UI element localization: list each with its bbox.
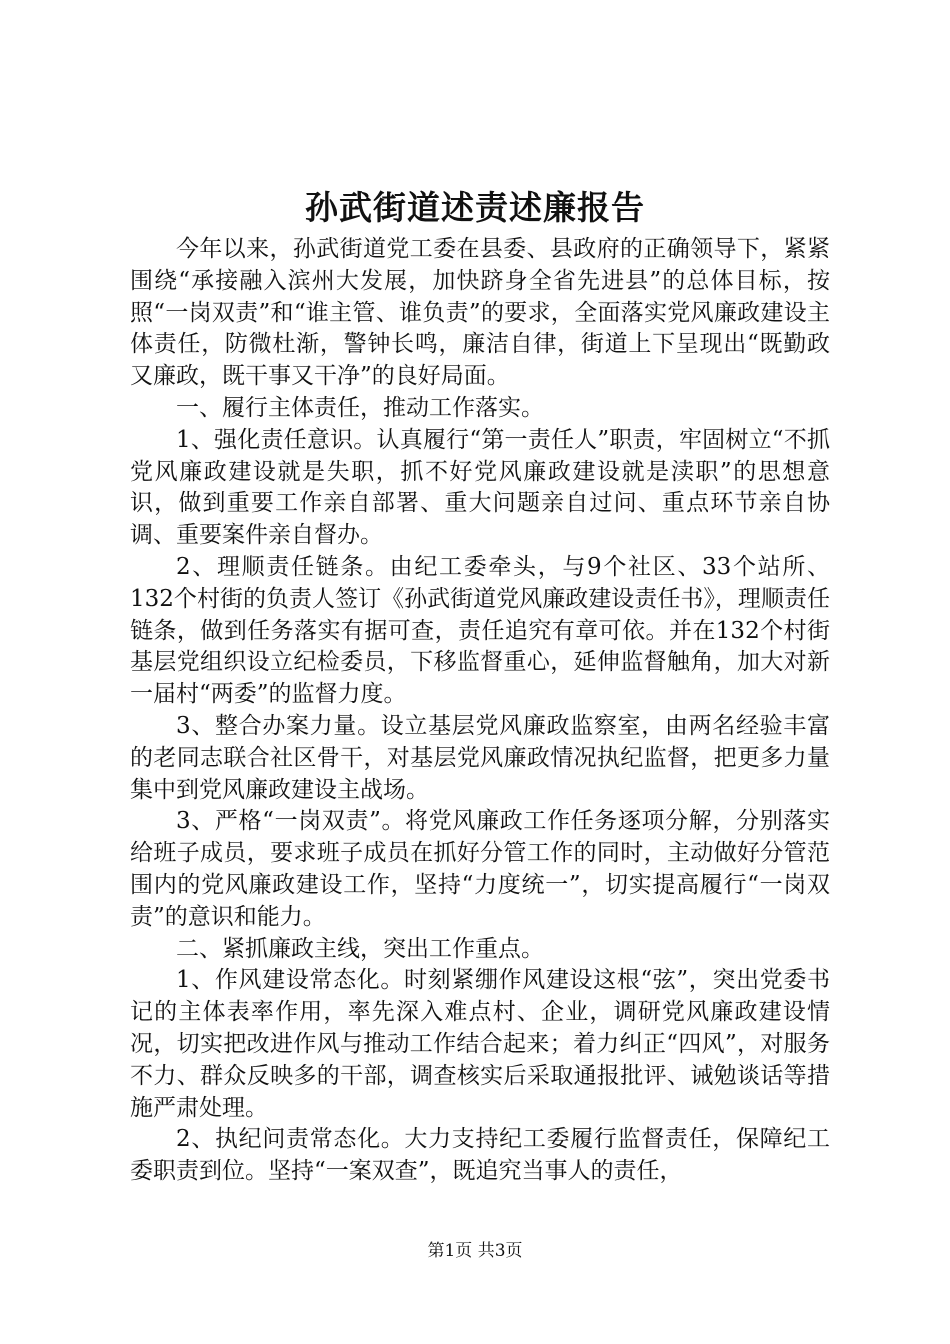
paragraph-1-2: 2、理顺责任链条。由纪工委牵头，与9个社区、33个站所、132个村街的负责人签订《孙武街道党风廉政建设责任书》，理顺责任链条，做到任务落实有据可查，责任追究有章可依。并在132个村街基层党组织设立纪检委员，下移监督重心，延伸监督触角，加大对新一届村“两委”的监督力度。: [130, 553, 830, 708]
paragraph-1-1: 1、强化责任意识。认真履行“第一责任人”职责，牢固树立“不抓党风廉政建设就是失职，抓不好党风廉政建设就是渎职”的思想意识，做到重要工作亲自部署、重大问题亲自过问、重点环节亲自协调、重要案件亲自督办。: [130, 426, 830, 549]
paragraph-intro: 今年以来，孙武街道党工委在县委、县政府的正确领导下，紧紧围绕“承接融入滨州大发展，加快跻身全省先进县”的总体目标，按照“一岗双责”和“谁主管、谁负责”的要求，全面落实党风廉政建设主体责任，防微杜渐，警钟长鸣，廉洁自律，街道上下呈现出“既勤政又廉政，既干事又干净”的良好局面。: [130, 236, 830, 390]
document-body: [130, 234, 830, 1188]
page-footer: 第1页 共3页: [427, 1241, 523, 1261]
paragraph-1-4: 3、严格“一岗双责”。将党风廉政工作任务逐项分解，分别落实给班子成员，要求班子成员在抓好分管工作的同时，主动做好分管范围内的党风廉政建设工作，坚持“力度统一”，切实提高履行“一岗双责”的意识和能力。: [130, 808, 830, 930]
document-title: 孙武街道述责述廉报告: [305, 188, 645, 227]
section-heading-1: 一、履行主体责任，推动工作落实。: [176, 394, 544, 421]
paragraph-2-1: 1、作风建设常态化。时刻紧绷作风建设这根“弦”，突出党委书记的主体表率作用，率先深入难点村、企业，调研党风廉政建设情况，切实把改进作风与推动工作结合起来；着力纠正“四风”，对服务不力、群众反映多的干部，调查核实后采取通报批评、诫勉谈话等措施严肃处理。: [130, 967, 830, 1121]
paragraph-1-3: 3、整合办案力量。设立基层党风廉政监察室，由两名经验丰富的老同志联合社区骨干，对基层党风廉政情况执纪监督，把更多力量集中到党风廉政建设主战场。: [130, 712, 830, 803]
section-heading-2: 二、紧抓廉政主线，突出工作重点。: [176, 935, 544, 962]
paragraph-2-2: 2、执纪问责常态化。大力支持纪工委履行监督责任，保障纪工委职责到位。坚持“一案双查”，既追究当事人的责任，: [130, 1126, 830, 1185]
